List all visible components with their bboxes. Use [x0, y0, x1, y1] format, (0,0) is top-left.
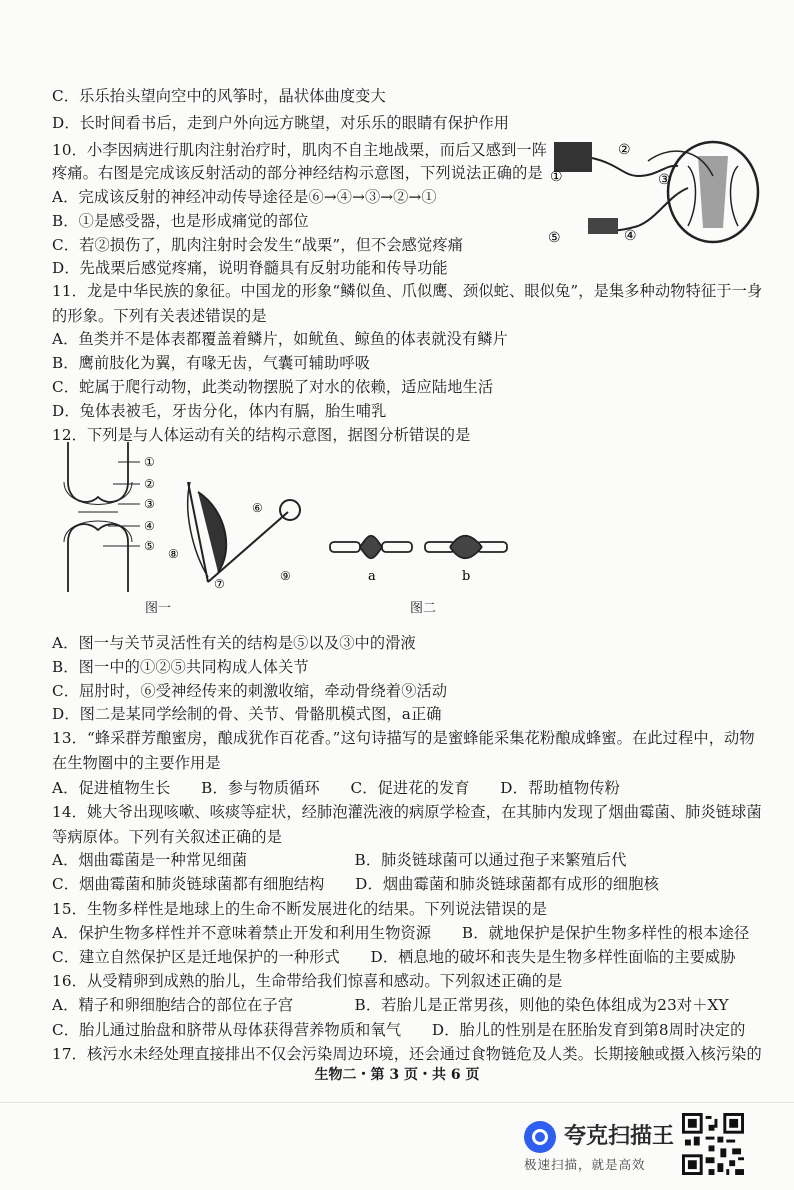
- text-line: C．建立自然保护区是迁地保护的一种形式 D．栖息地的破坏和丧失是生物多样性面临的主要威胁: [52, 948, 736, 966]
- bone-muscle-model-diagram: [320, 520, 520, 590]
- text-line: C．胎儿通过胎盘和脐带从母体获得营养物质和氧气 D．胎儿的性别是在胚胎发育到第8周时决定的: [52, 1021, 746, 1039]
- text-line: 16．从受精卵到成熟的胎儿，生命带给我们惊喜和感动。下列叙述正确的是: [52, 972, 563, 990]
- reflex-arc-diagram: [548, 136, 768, 254]
- scanner-brand: [524, 1117, 674, 1173]
- text-line: B．①是感受器，也是形成痛觉的部位: [52, 212, 309, 230]
- fig12-label-7: ⑦: [214, 577, 225, 591]
- text-line: 15．生物多样性是地球上的生命不断发展进化的结果。下列说法错误的是: [52, 900, 548, 918]
- text-line: A．精子和卵细胞结合的部位在子宫 B．若胎儿是正常男孩，则他的染色体组成为23对＋XY: [52, 996, 729, 1014]
- text-line: A．烟曲霉菌是一种常见细菌 B．肺炎链球菌可以通过孢子来繁殖后代: [52, 851, 627, 869]
- text-line: 12．下列是与人体运动有关的结构示意图，据图分析错误的是: [52, 426, 471, 444]
- text-line: A．图一与关节灵活性有关的结构是⑤以及③中的滑液: [52, 634, 416, 652]
- text-line: C．乐乐抬头望向空中的风筝时，晶状体曲度变大: [52, 87, 386, 105]
- fig12-label-9: ⑨: [280, 569, 291, 583]
- text-line: 11．龙是中华民族的象征。中国龙的形象“鳞似鱼、爪似鹰、颈似蛇、眼似兔”，是集多种动物特征于一身: [52, 282, 763, 300]
- qr-code-drawing: [682, 1113, 744, 1175]
- text-line: C．烟曲霉菌和肺炎链球菌都有细胞结构 D．烟曲霉菌和肺炎链球菌都有成形的细胞核: [52, 875, 659, 893]
- text-line: 14．姚大爷出现咳嗽、咳痰等症状，经肺泡灌洗液的病原学检查，在其肺内发现了烟曲霉菌、肺炎链球菌: [52, 803, 762, 821]
- fig10-label-5: ⑤: [548, 230, 561, 246]
- text-line: C．蛇属于爬行动物，此类动物摆脱了对水的依赖，适应陆地生活: [52, 378, 494, 396]
- text-line: B．鹰前肢化为翼，有喙无齿，气囊可辅助呼吸: [52, 354, 371, 372]
- fig12-caption-2: 图二: [410, 601, 437, 616]
- fig12-label-6: ⑥: [252, 501, 263, 515]
- text-line: 等病原体。下列有关叙述正确的是: [52, 828, 283, 846]
- text-line: D．兔体表被毛，牙齿分化，体内有膈，胎生哺乳: [52, 402, 387, 420]
- page-footer: 生物二・第 3 页・共 6 页: [314, 1067, 480, 1083]
- brand-slogan: 极速扫描，就是高效: [524, 1157, 646, 1172]
- fig10-label-2: ②: [618, 142, 631, 158]
- fig12-label-1: ①: [144, 455, 155, 469]
- text-line: 的形象。下列有关表述错误的是: [52, 307, 267, 325]
- brand-logo-icon: [524, 1121, 556, 1153]
- text-line: A．保护生物多样性并不意味着禁止开发和利用生物资源 B．就地保护是保护生物多样性的根本途径: [52, 924, 750, 942]
- text-line: 在生物圈中的主要作用是: [52, 754, 221, 772]
- text-line: D．长时间看书后，走到户外向远方眺望，对乐乐的眼睛有保护作用: [52, 114, 510, 132]
- fig12-label-4: ④: [144, 519, 155, 533]
- fig12-label-8: ⑧: [168, 547, 179, 561]
- arm-drawing: [188, 482, 300, 582]
- text-line: 17．核污水未经处理直接排出不仅会污染周边环境，还会通过食物链危及人类。长期接触或摄入核污染的: [52, 1045, 762, 1063]
- fig12-label-3: ③: [144, 497, 155, 511]
- text-line: 疼痛。右图是完成该反射活动的部分神经结构示意图，下列说法正确的是: [52, 164, 543, 182]
- footer-divider: [0, 1102, 794, 1103]
- model-b: [425, 536, 507, 559]
- text-line: A．促进植物生长 B．参与物质循环 C．促进花的发育 D．帮助植物传粉: [52, 779, 621, 797]
- joint-and-arm-diagram: [58, 442, 313, 592]
- fig12-label-5: ⑤: [144, 539, 155, 553]
- fig12-caption-1: 图一: [145, 601, 172, 616]
- text-line: A．完成该反射的神经冲动传导途径是⑥→④→③→②→①: [52, 188, 437, 206]
- text-line: C．若②损伤了，肌肉注射时会发生“战栗”，但不会感觉疼痛: [52, 236, 464, 254]
- fig10-label-3: ③: [658, 172, 671, 188]
- text-line: D．图二是某同学绘制的骨、关节、骨骼肌模式图，a正确: [52, 705, 442, 723]
- brand-name: 夸克扫描王: [564, 1124, 675, 1149]
- fig12-sub-a: a: [368, 569, 376, 584]
- fig10-label-4: ④: [624, 228, 637, 244]
- joint-drawing: [64, 442, 132, 592]
- fig12-label-2: ②: [144, 477, 155, 491]
- model-a: [330, 536, 412, 559]
- fig12-sub-b: b: [462, 569, 471, 584]
- text-line: D．先战栗后感觉疼痛，说明脊髓具有反射功能和传导功能: [52, 259, 448, 277]
- reflex-arc-drawing: [554, 142, 758, 242]
- text-line: 13．“蜂采群芳酿蜜房，酿成犹作百花香。”这句诗描写的是蜜蜂能采集花粉酿成蜂蜜。在此过程中，动物: [52, 729, 755, 747]
- text-line: C．屈肘时，⑥受神经传来的刺激收缩，牵动骨绕着⑨活动: [52, 682, 448, 700]
- text-line: 10．小李因病进行肌肉注射治疗时，肌肉不自主地战栗，而后又感到一阵: [52, 141, 548, 159]
- text-line: B．图一中的①②⑤共同构成人体关节: [52, 658, 309, 676]
- text-line: A．鱼类并不是体表都覆盖着鳞片，如鱿鱼、鲸鱼的体表就没有鳞片: [52, 330, 508, 348]
- fig10-label-1: ①: [550, 169, 563, 185]
- qr-code-icon: [682, 1113, 744, 1175]
